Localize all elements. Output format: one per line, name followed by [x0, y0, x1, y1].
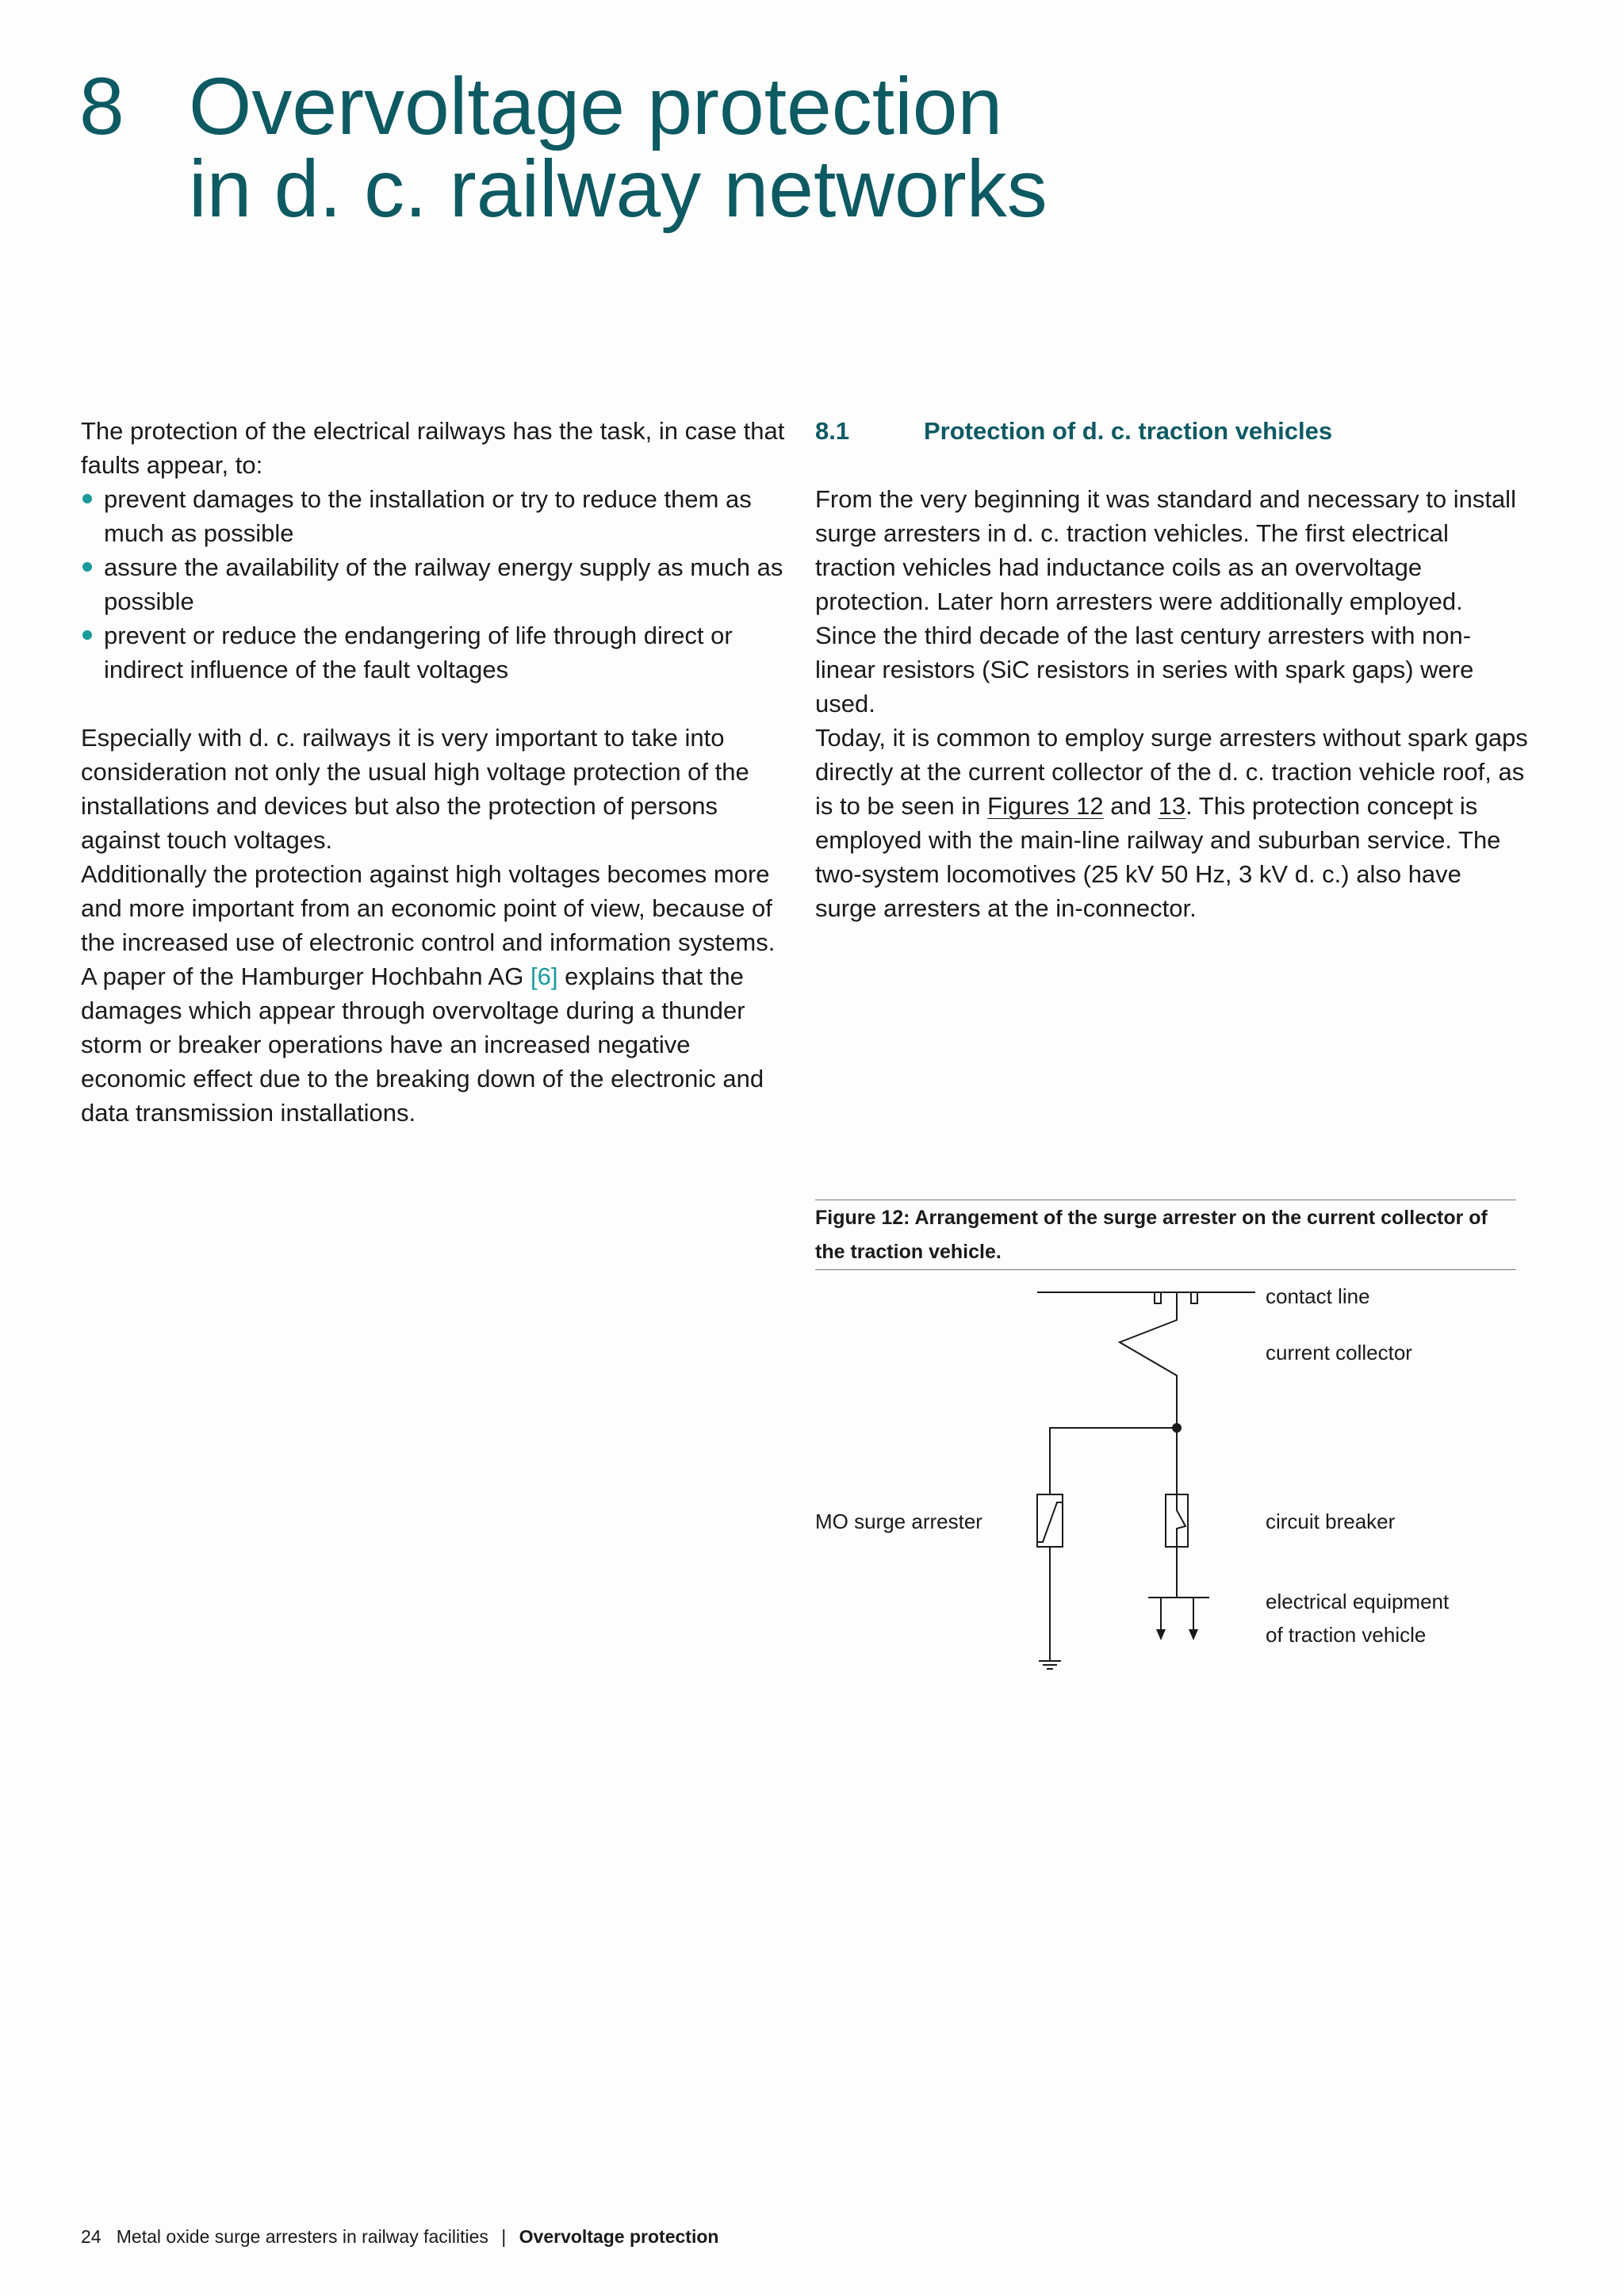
branch-wire [1050, 1428, 1177, 1494]
chapter-title-line-2: in d. c. railway networks [189, 144, 1048, 234]
bullet-text: assure the availability of the railway energy supply as much as possible [104, 553, 783, 615]
label-circuit-breaker: circuit breaker [1266, 1510, 1396, 1533]
figure-caption: Figure 12: Arrangement of the surge arrester on the current collector of the traction vehicle. [815, 1200, 1516, 1270]
page-footer [81, 2225, 718, 2248]
bullet-dot-icon [82, 630, 92, 640]
bullet-dot-icon [82, 494, 92, 503]
contact-pad [1155, 1292, 1161, 1303]
section-title: Protection of d. c. traction vehicles [924, 417, 1333, 445]
task-bullet-list [81, 482, 787, 687]
junction-dot [1172, 1423, 1182, 1433]
section-number: 8.1 [815, 417, 850, 445]
publication-title: Metal oxide surge arresters in railway facilities [116, 2226, 488, 2247]
chapter-title-line-1: Overvoltage protection [189, 61, 1003, 151]
current-collector-symbol [1120, 1292, 1177, 1428]
contact-pad [1191, 1292, 1197, 1303]
intro-paragraph: The protection of the electrical railways has the task, in case that faults appear, to: [81, 417, 785, 479]
arrow-icon [1189, 1629, 1198, 1640]
figures-12-link[interactable]: Figures 12 [987, 792, 1104, 820]
section-heading [815, 414, 1529, 448]
economic-paragraph-text-end: explains that the damages which appear through overvoltage during a thunder storm or breaker operations have an increased negative economic effect due to the breaking down of the electronic and data transmission installations. [81, 962, 764, 1127]
economic-paragraph [81, 857, 787, 1130]
chapter-number: 8 [79, 61, 124, 151]
label-electrical-equipment [1266, 1590, 1449, 1647]
label-current-collector: current collector [1266, 1341, 1412, 1364]
today-paragraph-text-end: . This protection concept is employed with the main-line railway and suburban service. The two-system locomotives (25 kV 50 Hz, 3 kV d. c.) also have surge arresters at the in-connector. [815, 792, 1501, 922]
chapter-title [189, 61, 1048, 234]
label-contact-line: contact line [1266, 1284, 1370, 1308]
label-mo-surge-arrester: MO surge arrester [815, 1510, 982, 1533]
today-paragraph-text: Today, it is common to employ surge arresters without spark gaps directly at the current collector of the d. c. traction vehicle roof, as is to be seen in [815, 724, 1528, 820]
arrow-icon [1156, 1629, 1166, 1640]
footer-section: Overvoltage protection [519, 2226, 719, 2247]
left-column [81, 414, 787, 1130]
circuit-diagram [815, 1265, 1529, 1677]
bullet-item [81, 482, 787, 550]
touch-voltage-paragraph: Especially with d. c. railways it is very important to take into consideration not only the usual high voltage protection of the installations and devices but also the protection of persons against touch voltages. [81, 724, 749, 854]
economic-paragraph-text: Additionally the protection against high voltages becomes more and more important from an economic point of view, because of the increased use of electronic control and information systems. A paper of the Hamburger Hochbahn AG [81, 860, 776, 990]
bullet-text: prevent damages to the installation or try to reduce them as much as possible [104, 485, 752, 547]
reference-link-6[interactable]: [6] [530, 962, 558, 990]
label-equipment-line-1: electrical equipment [1266, 1590, 1450, 1613]
label-equipment-line-2: of traction vehicle [1266, 1623, 1427, 1647]
page-number: 24 [81, 2226, 102, 2247]
footer-separator: | [501, 2226, 507, 2247]
bullet-item [81, 550, 787, 618]
and-text: and [1110, 792, 1151, 820]
right-column [815, 414, 1529, 925]
history-paragraph: From the very beginning it was standard and necessary to install surge arresters in d. c. traction vehicles. The first electrical traction vehicles had inductance coils as an overvoltage protection. Later horn arresters were additionally employed. Since the third decade of the last century arresters with non-linear resistors (SiC resistors in series with spark gaps) were used. [815, 485, 1516, 718]
bullet-item [81, 618, 787, 687]
bullet-text: prevent or reduce the endangering of life through direct or indirect influence of the fault voltages [104, 622, 733, 683]
today-paragraph [815, 721, 1529, 925]
figure-13-link[interactable]: 13 [1158, 792, 1186, 820]
bullet-dot-icon [82, 562, 92, 572]
